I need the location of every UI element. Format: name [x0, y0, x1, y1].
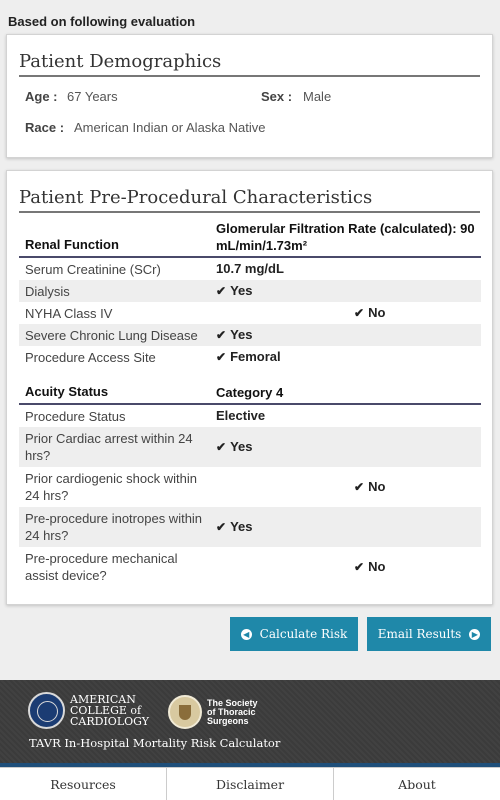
table-row	[19, 258, 481, 280]
table-row	[19, 346, 481, 368]
table-row	[19, 280, 481, 302]
acuity-section-head	[19, 378, 481, 405]
table-row	[19, 547, 481, 587]
email-results-label: Email Results	[377, 627, 462, 641]
row-value-text: 10.7 mg/dL	[216, 261, 284, 276]
row-value	[216, 327, 252, 342]
table-row	[19, 302, 481, 324]
check-icon: ✔	[216, 284, 227, 298]
characteristics-card	[6, 170, 493, 605]
row-label: Prior Cardiac arrest within 24 hrs?	[25, 431, 193, 463]
table-row	[19, 427, 481, 467]
sex-label: Sex :	[261, 89, 293, 104]
acc-logo-text: AMERICAN COLLEGE of CARDIOLOGY	[70, 693, 150, 728]
check-icon: ✔	[216, 520, 227, 534]
row-label: Procedure Access Site	[25, 350, 156, 365]
arrow-right-circle-icon: ▶	[469, 629, 480, 640]
tab-about[interactable]: About	[398, 776, 436, 792]
row-label: Procedure Status	[25, 409, 126, 424]
row-value-text: Yes	[230, 327, 253, 342]
check-icon: ✔	[216, 350, 227, 364]
row-label: Pre-procedure mechanical assist device?	[25, 551, 178, 583]
race-value: American Indian or Alaska Native	[74, 120, 266, 135]
sts-seal-icon	[168, 695, 202, 729]
tab-disclaimer[interactable]: Disclaimer	[167, 768, 334, 800]
bottom-nav	[0, 767, 500, 800]
demographics-title: Patient Demographics	[19, 51, 480, 77]
check-icon: ✔	[354, 560, 365, 574]
row-value	[216, 283, 252, 298]
calculator-title: TAVR In-Hospital Mortality Risk Calculator	[29, 736, 281, 750]
row-value	[216, 439, 252, 454]
renal-section-head	[19, 218, 481, 258]
row-value-text: Yes	[230, 519, 253, 534]
row-value-text: Yes	[230, 283, 253, 298]
tab-resources[interactable]: Resources	[0, 768, 167, 800]
check-icon: ✔	[354, 480, 365, 494]
check-icon: ✔	[354, 306, 365, 320]
row-value-text: Elective	[216, 408, 266, 423]
acc-seal-icon	[28, 692, 65, 729]
age-value: 67 Years	[67, 89, 118, 104]
demographics-card	[6, 34, 493, 158]
email-results-button[interactable]	[367, 617, 491, 651]
sts-logo-text: The Society of Thoracic Surgeons	[207, 698, 258, 726]
sex-value: Male	[303, 89, 332, 104]
calculate-risk-label: Calculate Risk	[259, 627, 348, 641]
evaluation-intro: Based on following evaluation	[8, 14, 196, 29]
row-value	[216, 408, 265, 423]
row-value	[354, 559, 385, 574]
row-value	[216, 349, 281, 364]
row-value	[216, 519, 252, 534]
renal-heading: Renal Function	[25, 237, 119, 252]
row-label: NYHA Class IV	[25, 306, 113, 321]
row-value-text: Femoral	[230, 349, 281, 364]
table-row	[19, 507, 481, 547]
row-label: Pre-procedure inotropes within 24 hrs?	[25, 511, 203, 543]
arrow-left-circle-icon: ◀	[241, 629, 252, 640]
table-row	[19, 324, 481, 346]
row-value-text: No	[368, 559, 386, 574]
row-value-text: Yes	[230, 439, 253, 454]
check-icon: ✔	[216, 440, 227, 454]
acuity-value: Category 4	[216, 385, 284, 400]
row-label: Severe Chronic Lung Disease	[25, 328, 198, 343]
row-value	[354, 479, 385, 494]
check-icon: ✔	[216, 328, 227, 342]
renal-gfr-value: Glomerular Filtration Rate (calculated): 90 mL/min/1.73m²	[216, 221, 475, 253]
row-value-text: No	[368, 479, 386, 494]
acuity-heading: Acuity Status	[25, 384, 109, 399]
row-value	[216, 261, 284, 276]
race-label: Race :	[25, 120, 65, 135]
characteristics-title: Patient Pre-Procedural Characteristics	[19, 187, 480, 213]
row-label: Dialysis	[25, 284, 70, 299]
row-label: Prior cardiogenic shock within 24 hrs?	[25, 471, 197, 503]
row-value	[354, 305, 385, 320]
age-label: Age :	[25, 89, 58, 104]
table-row	[19, 405, 481, 427]
row-value-text: No	[368, 305, 386, 320]
table-row	[19, 467, 481, 507]
calculate-risk-button[interactable]	[230, 617, 358, 651]
row-label: Serum Creatinine (SCr)	[25, 262, 161, 277]
